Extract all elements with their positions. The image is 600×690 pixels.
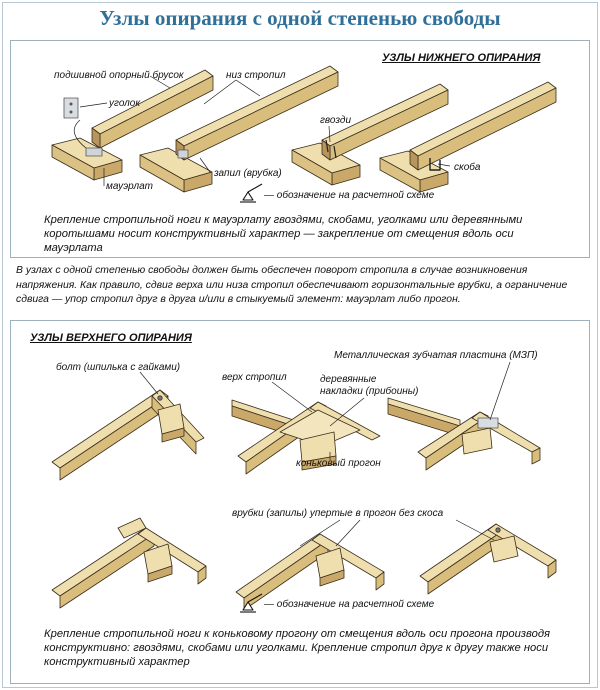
upper-node-1 (52, 390, 204, 480)
lower-caption: Крепление стропильной ноги к мауэрлату гвоздями, скобами, уголками или деревянными коротышами носит конструктивный характер — закрепление от смещения вдоль оси мауэрлата (44, 214, 523, 254)
lower-nodes-heading: УЗЛЫ НИЖНЕГО ОПИРАНИЯ (382, 52, 541, 64)
label-rafter-bottom: низ стропил (226, 70, 286, 81)
upper-node-3 (388, 398, 540, 470)
upper-legend-text: — обозначение на расчетной схеме (264, 599, 435, 610)
label-support-bar: подшивной опорный брусок (54, 70, 184, 81)
label-ridge-purlin: коньковый прогон (296, 458, 381, 469)
lower-legend-text: — обозначение на расчетной схеме (264, 190, 435, 201)
page-title: Узлы опирания с одной степенью свободы (99, 6, 501, 30)
upper-node-4 (52, 518, 206, 608)
corner-bracket-icon (64, 98, 78, 118)
label-notch: запил (врубка) (214, 168, 282, 179)
label-nails: гвозди (320, 115, 352, 126)
support-symbol-icon-lower (240, 184, 262, 202)
label-mauerlat: мауэрлат (106, 181, 153, 192)
label-rafter-top: верх стропил (222, 372, 287, 383)
label-notches: врубки (запилы) упертые в прогон без скоса (232, 508, 444, 519)
label-metal-plate: Металлическая зубчатая пластина (МЗП) (334, 350, 538, 361)
label-bracket: скоба (454, 162, 481, 173)
label-corner: уголок (109, 98, 141, 109)
upper-nodes-heading: УЗЛЫ ВЕРХНЕГО ОПИРАНИЯ (30, 332, 192, 344)
upper-node-6 (420, 524, 556, 594)
upper-caption: Крепление стропильной ноги к коньковому прогону от смещения вдоль оси прогона производя конструктивно: гвоздями, скобами или уголками. Крепление стропил друг к другу также носи конструктивный характер (44, 628, 550, 668)
label-bolt: болт (шпилька с гайками) (56, 362, 181, 373)
lower-node-4 (380, 82, 556, 192)
label-wood-plates: деревянные накладки (прибоины) (320, 374, 419, 397)
middle-explanation: В узлах с одной степенью свободы должен быть обеспечен поворот стропила в случае возникновения напряжения. Как правило, сдвиг верха или низа стропил обеспечивают горизонтальные врубки, а ограничение сдвига — упор стропил друг в друга и/или в стыкуемый элемент: мауэрлат либо прогон. (16, 265, 568, 305)
